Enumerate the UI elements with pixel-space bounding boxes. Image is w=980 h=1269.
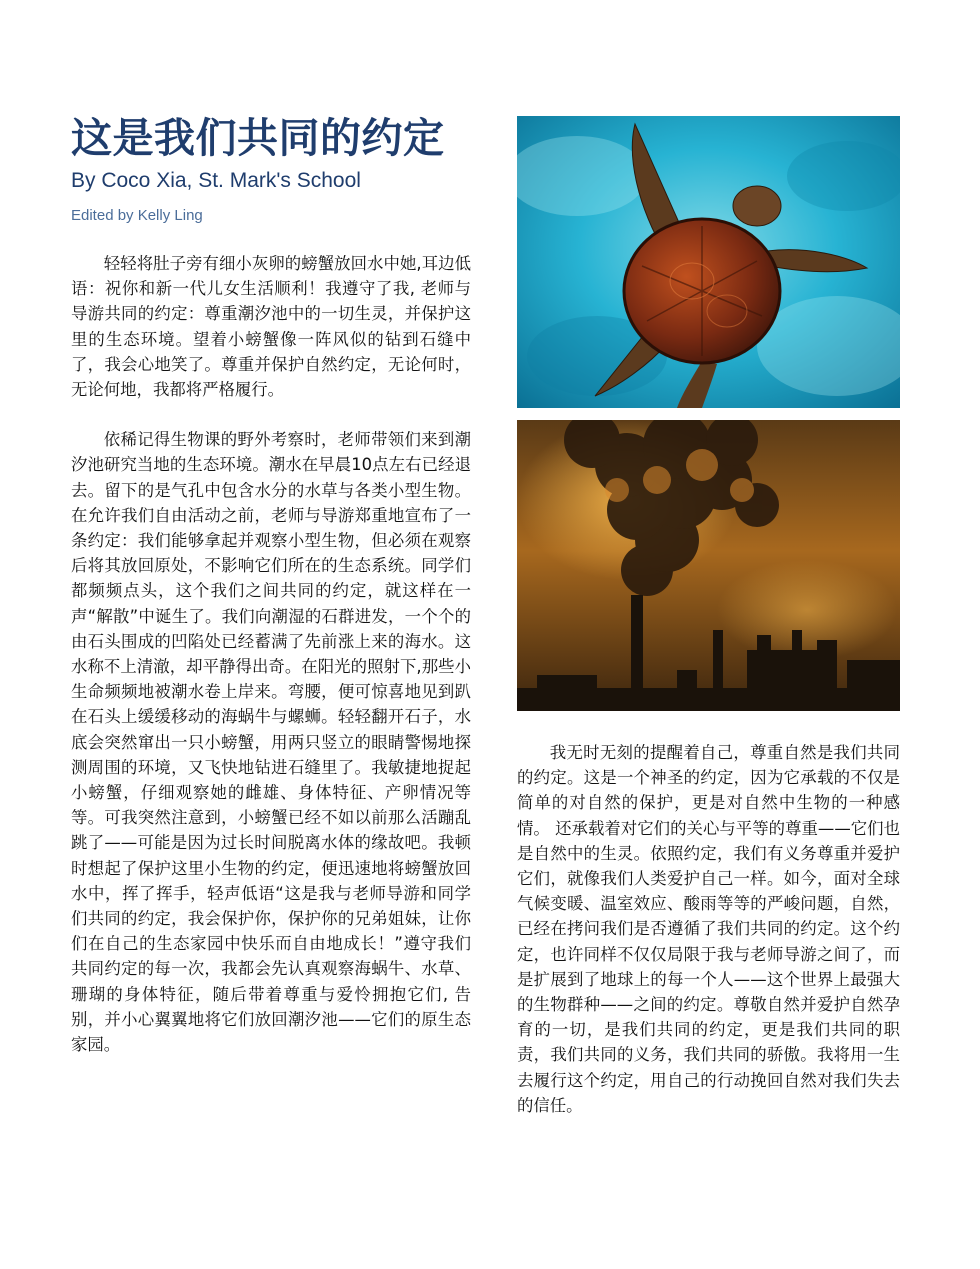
sea-turtle-photo	[517, 116, 900, 408]
paragraph-1: 轻轻将肚子旁有细小灰卵的螃蟹放回水中她,耳边低语：祝你和新一代儿女生活顺利！我遵守了我, 老师与导游共同的约定：尊重潮汐池中的一切生灵，并保护这里的生态环境。望着小螃蟹像一阵风似的钻到石缝中了，我会心地笑了。尊重并保护自然约定，无论何时，无论何地，我都将严格履行。	[71, 254, 471, 400]
factory-smoke-photo	[517, 420, 900, 711]
author-byline: By Coco Xia, St. Mark's School	[71, 169, 361, 192]
editor-credit: Edited by Kelly Ling	[71, 207, 203, 224]
article-title: 这是我们共同的约定	[71, 114, 445, 162]
paragraph-2: 依稀记得生物课的野外考察时，老师带领们来到潮汐池研究当地的生态环境。潮水在早晨10点左右已经退去。留下的是气孔中包含水分的水草与各类小型生物。在允许我们自由活动之前，老师与导游郑重地宣布了一条约定：我们能够拿起并观察小型生物，但必须在观察后将其放回原处，不影响它们所在的生态系统。同学们都频频点头，这个我们之间共同的约定，就这样在一声“解散”中诞生了。我们向潮湿的石群进发，一个个的由石头围成的凹陷处已经蓄满了先前涨上来的海水。这水称不上清澈，却平静得出奇。在阳光的照射下,那些小生命频频地被潮水卷上岸来。弯腰，便可惊喜地见到趴在石头上缓缓移动的海蜗牛与螺蛳。轻轻翻开石子，水底会突然窜出一只小螃蟹，用两只竖立的眼睛警惕地探测周围的环境，又飞快地钻进石缝里了。我敏捷地捉起小螃蟹，仔细观察她的雌雄、身体特征、产卵情况等等。可我突然注意到，小螃蟹已经不如以前那么活蹦乱跳了——可能是因为过长时间脱离水体的缘故吧。我顿时想起了保护这里小生物的约定，便迅速地将螃蟹放回水中，挥了挥手，轻声低语“这是我与老师导游和同学们共同的约定，我会保护你，保护你的兄弟姐妹，让你们在自己的生态家园中快乐而自由地成长！”遵守我们共同约定的每一次，我都会先认真观察海蜗牛、水草、珊瑚的身体特征，随后带着尊重与爱怜拥抱它们, 告别，并小心翼翼地将它们放回潮汐池——它们的原生态家园。	[71, 430, 471, 1055]
left-column	[71, 112, 471, 1057]
right-column	[517, 116, 900, 1118]
paragraph-3: 我无时无刻的提醒着自己，尊重自然是我们共同的约定。这是一个神圣的约定，因为它承载的不仅是简单的对自然的保护，更是对自然中生物的一种感情。 还承载着对它们的关心与平等的尊重——它们也是自然中的生灵。依照约定，我们有义务尊重并爱护它们，就像我们人类爱护自己一样。如今，面对全球气候变暖、温室效应、酸雨等等的严峻问题，自然，已经在拷问我们是否遵循了我们共同的约定。这个约定，也许同样不仅仅局限于我与老师导游之间了，而是扩展到了地球上的每一个人——这个世界上最强大的生物群种——之间的约定。尊敬自然并爱护自然孕育的一切，是我们共同的约定，更是我们共同的职责，我们共同的义务，我们共同的骄傲。我将用一生去履行这个约定，用自己的行动挽回自然对我们失去的信任。	[517, 743, 900, 1115]
